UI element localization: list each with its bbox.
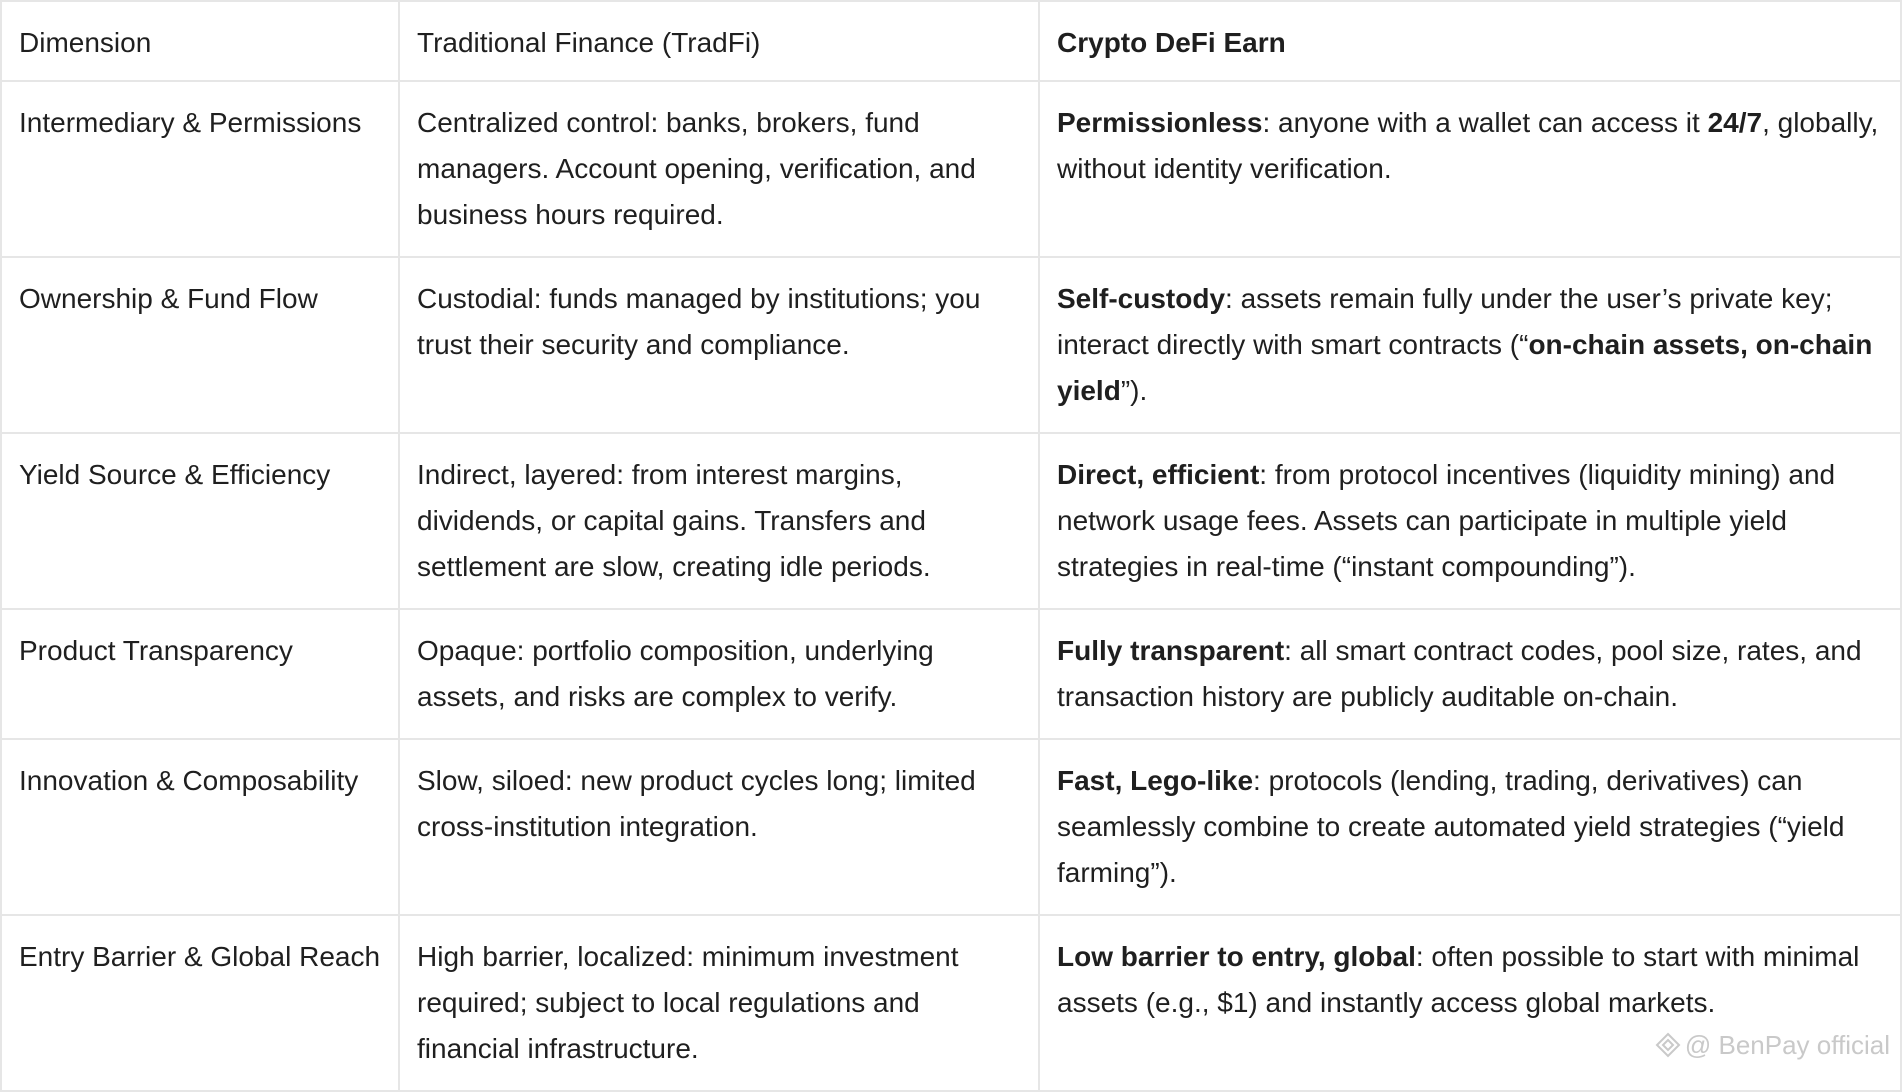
defi-text-tail: , globally, without identity verification. [1057, 107, 1879, 184]
benpay-logo-icon [1655, 1032, 1681, 1058]
defi-highlight: Self-custody [1057, 283, 1226, 314]
dimension-cell: Yield Source & Efficiency [1, 433, 399, 609]
defi-highlight-secondary: on-chain assets, on-chain yield [1057, 329, 1873, 406]
defi-text: : assets remain fully under the user’s private key; interact directly with smart contracts (“ [1057, 283, 1833, 360]
header-tradfi: Traditional Finance (TradFi) [399, 1, 1039, 81]
table-row [1, 257, 1901, 433]
dimension-cell: Ownership & Fund Flow [1, 257, 399, 433]
defi-cell [1039, 739, 1901, 915]
header-defi: Crypto DeFi Earn [1039, 1, 1901, 81]
defi-text: : from protocol incentives (liquidity mining) and network usage fees. Assets can participate in multiple yield strategies in real-time (“instant compounding”). [1057, 459, 1836, 582]
dimension-cell: Innovation & Composability [1, 739, 399, 915]
watermark-text: @ BenPay official [1684, 1030, 1890, 1060]
defi-text: : often possible to start with minimal assets (e.g., $1) and instantly access global markets. [1057, 941, 1860, 1018]
table-row [1, 609, 1901, 739]
defi-text: : all smart contract codes, pool size, rates, and transaction history are publicly auditable on-chain. [1057, 635, 1862, 712]
defi-highlight-secondary: 24/7 [1707, 107, 1763, 138]
tradfi-cell: High barrier, localized: minimum investment required; subject to local regulations and financial infrastructure. [399, 915, 1039, 1091]
watermark [1655, 1030, 1890, 1060]
defi-highlight: Fully transparent [1057, 635, 1285, 666]
header-dimension: Dimension [1, 1, 399, 81]
dimension-cell: Entry Barrier & Global Reach [1, 915, 399, 1091]
table-row [1, 739, 1901, 915]
defi-cell [1039, 915, 1901, 1091]
defi-text: : protocols (lending, trading, derivatives) can seamlessly combine to create automated yield strategies (“yield farming”). [1057, 765, 1845, 888]
defi-highlight: Permissionless [1057, 107, 1263, 138]
table-row [1, 433, 1901, 609]
tradfi-cell: Custodial: funds managed by institutions; you trust their security and compliance. [399, 257, 1039, 433]
defi-text: : anyone with a wallet can access it [1262, 107, 1708, 138]
dimension-cell: Product Transparency [1, 609, 399, 739]
tradfi-cell: Indirect, layered: from interest margins, dividends, or capital gains. Transfers and settlement are slow, creating idle periods. [399, 433, 1039, 609]
defi-cell [1039, 433, 1901, 609]
defi-highlight: Direct, efficient [1057, 459, 1260, 490]
tradfi-cell: Opaque: portfolio composition, underlying assets, and risks are complex to verify. [399, 609, 1039, 739]
tradfi-cell: Centralized control: banks, brokers, fund managers. Account opening, verification, and business hours required. [399, 81, 1039, 257]
table-row [1, 915, 1901, 1091]
defi-cell [1039, 257, 1901, 433]
defi-highlight: Fast, Lego-like [1057, 765, 1254, 796]
tradfi-cell: Slow, siloed: new product cycles long; limited cross-institution integration. [399, 739, 1039, 915]
defi-highlight: Low barrier to entry, global [1057, 941, 1416, 972]
defi-cell [1039, 609, 1901, 739]
header-row [1, 1, 1901, 81]
defi-cell [1039, 81, 1901, 257]
dimension-cell: Intermediary & Permissions [1, 81, 399, 257]
table-row [1, 81, 1901, 257]
defi-text-tail: ”). [1120, 375, 1148, 406]
